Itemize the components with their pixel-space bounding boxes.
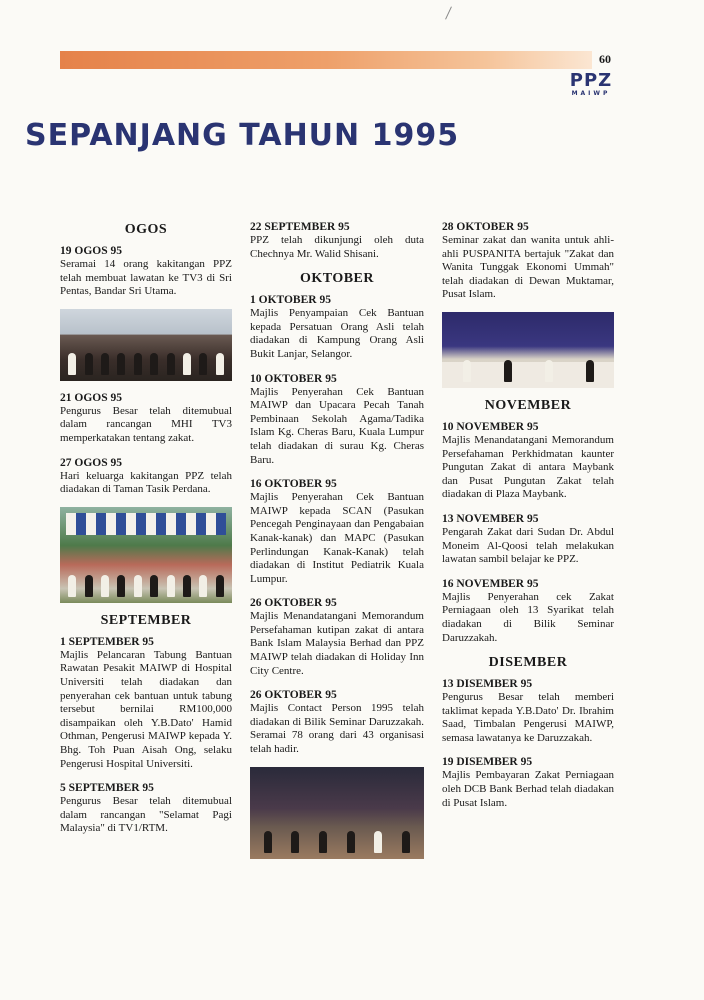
- event-date: 21 OGOS 95: [60, 391, 122, 404]
- event-date: 28 OKTOBER 95: [442, 221, 529, 233]
- photo-family-day: [60, 507, 232, 603]
- event-entry: [60, 456, 232, 497]
- event-entry: [250, 372, 424, 468]
- event-date: 26 OKTOBER 95: [250, 689, 337, 702]
- event-text: Majlis Pelancaran Tabung Bantuan Rawatan Pesakit MAIWP di Hospital Universiti telah diadakan dan penyerahan cek bantuan untuk tabung tersebut bernilai RM100,000 disampaikan oleh Y.B.Dato' Hamid Othman, Pengerusi MAIWP kepada Y. Bhg. Toh Puan Aisah Ong, selaku Pengerusi Hospital Universiti.: [60, 648, 232, 770]
- page-title: SEPANJANG TAHUN 1995: [25, 118, 460, 153]
- event-text: PPZ telah dikunjungi oleh duta Chechnya Mr. Walid Shisani.: [250, 234, 424, 260]
- event-date: 19 DISEMBER 95: [442, 756, 533, 769]
- column-left: [60, 220, 232, 846]
- event-entry: [60, 244, 232, 299]
- month-heading-november: NOVEMBER: [484, 397, 572, 413]
- month-heading-ogos: OGOS: [124, 222, 168, 237]
- event-entry: [442, 220, 614, 302]
- event-entry: [250, 220, 424, 261]
- logo-main-text: PPZ: [569, 70, 613, 91]
- logo-sub-text: MAIWP: [571, 90, 611, 97]
- pen-mark: [445, 6, 452, 19]
- photo-puspanita-seminar: [442, 312, 614, 388]
- event-entry: [250, 688, 424, 756]
- page-number: 60: [599, 52, 611, 66]
- event-date: 19 OGOS 95: [60, 245, 122, 257]
- event-text: Seminar zakat dan wanita untuk ahli-ahli PUSPANITA bertajuk "Zakat dan Wanita Tunggak Ekonomi Ummah" telah diadakan di Dewan Muktamar, Pusat Islam.: [442, 234, 614, 301]
- ppz-logo: [566, 72, 616, 98]
- event-entry: [442, 755, 614, 810]
- event-entry: [442, 677, 614, 745]
- event-text: Pengarah Zakat dari Sudan Dr. Abdul Moneim Al-Qoosi telah melakukan lawatan sambil belajar ke PPZ.: [442, 525, 614, 566]
- event-date: 16 OKTOBER 95: [250, 478, 337, 491]
- event-date: 27 OGOS 95: [60, 456, 122, 469]
- event-date: 1 OKTOBER 95: [250, 294, 331, 307]
- month-heading-disember: DISEMBER: [488, 655, 568, 671]
- event-entry: [60, 781, 232, 836]
- event-text: Majlis Menandatangani Memorandum Persefahaman Perkhidmatan kaunter Pungutan Zakat di antara Maybank dan Pusat Pungutan Zakat telah diadakan di Plaza Maybank.: [442, 433, 614, 501]
- event-entry: [250, 477, 424, 586]
- event-text: Seramai 14 orang kakitangan PPZ telah membuat lawatan ke TV3 di Sri Pentas, Bandar Sri Utama.: [60, 258, 232, 298]
- event-date: 5 SEPTEMBER 95: [60, 782, 154, 795]
- event-entry: [442, 420, 614, 502]
- photo-tv3-visit: [60, 309, 232, 381]
- event-text: Majlis Penyerahan cek Zakat Perniagaan oleh 13 Syarikat telah diadakan di Bilik Seminar Daruzzakah.: [442, 590, 614, 644]
- event-text: Majlis Penyampaian Cek Bantuan kepada Persatuan Orang Asli telah diadakan di Kampung Orang Asli Bukit Lanjar, Selangor.: [250, 307, 424, 360]
- event-text: Hari keluarga kakitangan PPZ telah diadakan di Taman Tasik Perdana.: [60, 469, 232, 496]
- event-entry: [442, 577, 614, 645]
- event-text: Majlis Penyerahan Cek Bantuan MAIWP kepada SCAN (Pasukan Pencegah Penginayaan dan Pengabaian Kanak-kanak) dan MAPC (Pasukan Perlindungan Kanak-Kanak) telah diadakan di Institut Pediatrik Kuala Lumpur.: [250, 491, 424, 585]
- column-middle: [250, 220, 424, 869]
- event-entry: [60, 391, 232, 446]
- event-text: Majlis Contact Person 1995 telah diadakan di Bilik Seminar Daruzzakah. Seramai 78 orang dari 43 organisasi telah hadir.: [250, 702, 424, 756]
- event-text: Majlis Penyerahan Cek Bantuan MAIWP dan Upacara Pecah Tanah Pembinaan Sekolah Agama/Tadika Islam Kg. Cheras Baru, Kuala Lumpur telah diadakan di surau Kg. Cheras Baru.: [250, 385, 424, 466]
- event-entry: [250, 293, 424, 361]
- event-text: Pengurus Besar telah ditemubual dalam rancangan "Selamat Pagi Malaysia" di TV1/RTM.: [60, 795, 232, 835]
- event-entry: [60, 635, 232, 771]
- month-heading-oktober: OKTOBER: [299, 271, 375, 287]
- event-date: 26 OKTOBER 95: [250, 597, 337, 610]
- event-date: 10 NOVEMBER 95: [442, 420, 539, 433]
- event-date: 10 OKTOBER 95: [250, 372, 337, 385]
- event-text: Pengurus Besar telah ditemubual dalam rancangan MHI TV3 memperkatakan tentang zakat.: [60, 404, 232, 444]
- event-text: Majlis Pembayaran Zakat Perniagaan oleh DCB Bank Berhad telah diadakan di Pusat Islam.: [442, 769, 614, 809]
- event-text: Majlis Menandatangani Memorandum Persefahaman kutipan zakat di antara Bank Islam Malaysia Berhad dan PPZ MAIWP telah diadakan di Holiday Inn City Centre.: [250, 610, 424, 677]
- month-heading-september: SEPTEMBER: [100, 612, 192, 628]
- event-entry: [442, 512, 614, 567]
- event-text: Pengurus Besar telah memberi taklimat kepada Y.B.Dato' Dr. Ibrahim Saad, Timbalan Pengerusi MAIWP, semasa lawatanya ke Daruzzakah.: [442, 691, 614, 744]
- event-date: 22 SEPTEMBER 95: [250, 221, 350, 233]
- header-color-bar: [60, 51, 592, 69]
- event-date: 13 DISEMBER 95: [442, 678, 533, 691]
- event-date: 1 SEPTEMBER 95: [60, 635, 154, 648]
- event-date: 16 NOVEMBER 95: [442, 577, 539, 590]
- column-right: [442, 220, 614, 820]
- photo-contact-person-seminar: [250, 767, 424, 859]
- event-date: 13 NOVEMBER 95: [442, 512, 539, 525]
- event-entry: [250, 596, 424, 678]
